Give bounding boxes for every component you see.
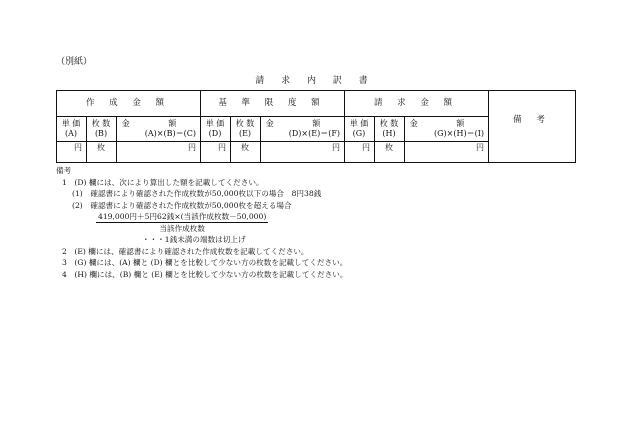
unit-yen: 円 (218, 143, 226, 152)
notes-section (56, 165, 347, 280)
formula-numerator: 419,000円＋5円62銭×(当該作成枚数－50,000) (98, 212, 267, 221)
attachment-label: （別紙） (56, 57, 93, 67)
header-standard-limit: 基 準 限 度 額 (218, 98, 326, 108)
formula-denominator: 当該作成枚数 (159, 224, 205, 233)
notes-heading: 備考 (56, 166, 72, 175)
subheader-unit-price: 単 価 (349, 119, 369, 128)
subheader-unit-price: 単 価 (61, 119, 81, 128)
unit-mai: 枚 (385, 143, 393, 152)
unit-yen: 円 (476, 143, 484, 152)
subheader-amount: 金 額 (409, 119, 483, 128)
code-g: (G) (352, 129, 366, 138)
code-c: (A)×(B)＝(C) (144, 129, 196, 138)
unit-mai: 枚 (97, 143, 105, 152)
note-1-1: (1) 確認書により確認された作成枚数が50,000枚以下の場合 8円38銭 (72, 189, 322, 198)
subheader-count: 枚 数 (91, 119, 111, 128)
note-1-2: (2) 確認書により確認された作成枚数が50,000枚を超える場合 (72, 200, 292, 210)
code-b: (B) (94, 129, 108, 138)
subheader-count: 枚 数 (379, 119, 399, 128)
breakdown-table (56, 90, 576, 163)
formula-rounding-note: ・・・1銭未満の端数は切上げ (142, 235, 246, 244)
code-a: (A) (64, 129, 78, 138)
unit-yen: 円 (332, 143, 340, 152)
note-3: 3 (G) 欄には、(A) 欄と (D) 欄とを比較して少ない方の枚数を記載してください。 (62, 258, 348, 267)
header-claim-amount: 請 求 金 額 (373, 98, 459, 108)
header-remarks: 備 考 (513, 115, 551, 125)
code-d: (D) (208, 129, 222, 138)
header-creation-amount: 作 成 金 額 (85, 98, 171, 108)
subheader-amount: 金 額 (121, 119, 195, 128)
subheader-amount: 金 額 (265, 119, 339, 128)
formula-fraction (96, 211, 268, 234)
note-4: 4 (H) 欄には、(B) 欄と (E) 欄とを比較して少ない方の枚数を記載してください。 (62, 269, 348, 279)
subheader-unit-price: 単 価 (205, 119, 225, 128)
subheader-count: 枚 数 (235, 119, 255, 128)
code-f: (D)×(E)＝(F) (288, 129, 340, 138)
code-e: (E) (238, 129, 252, 138)
unit-yen: 円 (74, 143, 82, 152)
note-1: 1 (D) 欄には、次により算出した額を記載してください。 (62, 177, 264, 187)
unit-mai: 枚 (241, 143, 249, 152)
unit-yen: 円 (188, 143, 196, 152)
note-2: 2 (E) 欄には、確認書により確認された作成枚数を記載してください。 (62, 246, 309, 256)
document-title: 請 求 内 訳 書 (255, 76, 375, 86)
unit-yen: 円 (362, 143, 370, 152)
code-h: (H) (382, 129, 396, 138)
code-i: (G)×(H)＝(I) (434, 129, 484, 138)
